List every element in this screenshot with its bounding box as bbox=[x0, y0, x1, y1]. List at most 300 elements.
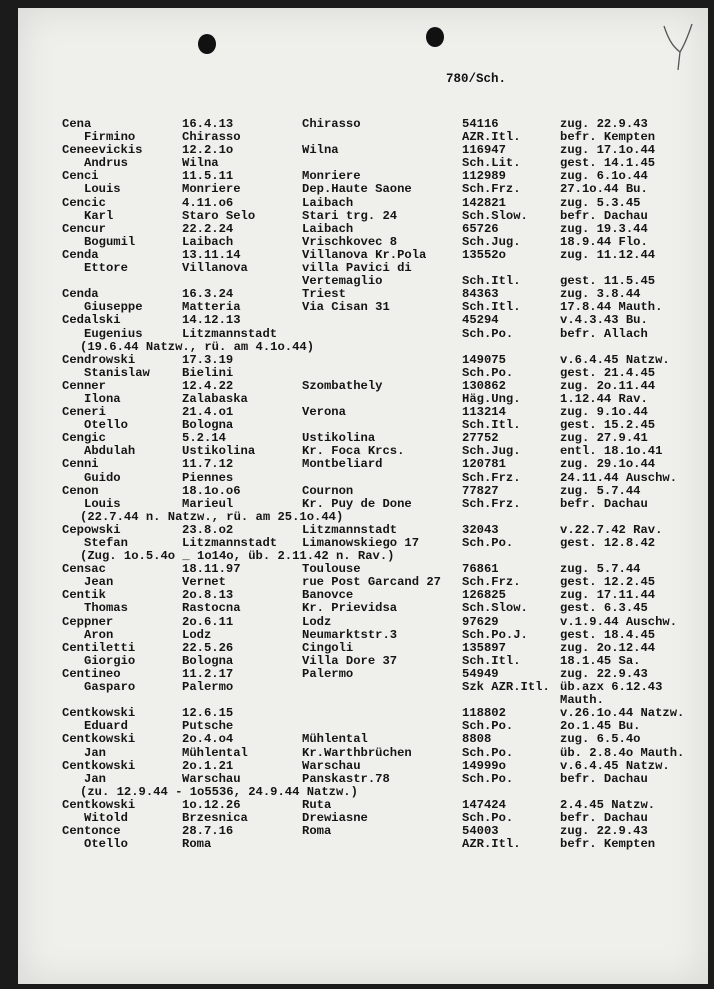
birth-date: 17.3.19 bbox=[182, 352, 234, 367]
surname: Cenni bbox=[62, 457, 99, 472]
forename: Eugenius bbox=[84, 326, 143, 341]
status: üb.azx 6.12.43 bbox=[560, 680, 663, 695]
forename: Aron bbox=[84, 627, 114, 642]
address: Dep.Haute Saone bbox=[302, 182, 412, 197]
address: Drewiasne bbox=[302, 810, 368, 825]
birth-place: Monriere bbox=[182, 182, 241, 197]
prisoner-number: 97629 bbox=[462, 614, 499, 629]
status: gest. 14.1.45 bbox=[560, 156, 656, 171]
status: Mauth. bbox=[560, 693, 604, 708]
address: Roma bbox=[302, 824, 332, 839]
birth-date: 4.11.o6 bbox=[182, 195, 234, 210]
birth-place: Villanova bbox=[182, 261, 248, 276]
status: zug. 17.11.44 bbox=[560, 588, 656, 603]
note: (Zug. 1o.5.4o _ 1o14o, üb. 2.11.42 n. Rav.) bbox=[80, 549, 395, 564]
prisoner-number: 8808 bbox=[462, 732, 492, 747]
forename: Gasparo bbox=[84, 680, 136, 695]
birth-date: 18.11.97 bbox=[182, 562, 241, 577]
record-entry bbox=[18, 406, 708, 432]
forename: Giuseppe bbox=[84, 300, 143, 315]
address: Villa Dore 37 bbox=[302, 653, 398, 668]
record-entry bbox=[18, 733, 708, 759]
forename: Eduard bbox=[84, 719, 128, 734]
prisoner-number: Sch.Lit. bbox=[462, 156, 521, 171]
forename: Witold bbox=[84, 810, 128, 825]
birth-date: 2o.1.21 bbox=[182, 758, 234, 773]
birth-place: Litzmannstadt bbox=[182, 536, 278, 550]
status: zug. 22.9.43 bbox=[560, 666, 648, 681]
punch-hole bbox=[426, 27, 444, 47]
surname: Cenner bbox=[62, 378, 106, 393]
record-line bbox=[18, 681, 708, 694]
birth-place: Bologna bbox=[182, 653, 234, 668]
prisoner-number: 126825 bbox=[462, 588, 506, 603]
status: zug. 22.9.43 bbox=[560, 824, 648, 839]
forename: Guido bbox=[84, 470, 121, 485]
prisoner-number: Sch.Itl. bbox=[462, 418, 521, 433]
surname: Centkowski bbox=[62, 797, 136, 812]
forename: Giorgio bbox=[84, 653, 136, 668]
surname: Centonce bbox=[62, 824, 121, 839]
status: zug. 11.12.44 bbox=[560, 247, 656, 262]
status: zug. 5.7.44 bbox=[560, 562, 641, 577]
birth-place: Staro Selo bbox=[182, 208, 256, 223]
prisoner-number: 149075 bbox=[462, 352, 506, 367]
status: zug. 6.1o.44 bbox=[560, 169, 648, 184]
birth-place: Wilna bbox=[182, 156, 219, 171]
forename: Firmino bbox=[84, 130, 136, 145]
record-entry bbox=[18, 197, 708, 223]
prisoner-number: 14999o bbox=[462, 758, 506, 773]
status: zug. 27.9.41 bbox=[560, 431, 648, 446]
status: 27.1o.44 Bu. bbox=[560, 182, 648, 197]
address: Palermo bbox=[302, 666, 354, 681]
forename: Ilona bbox=[84, 391, 121, 406]
pen-mark-icon bbox=[658, 22, 698, 72]
address: Stari trg. 24 bbox=[302, 208, 398, 223]
status: v.6.4.45 Natzw. bbox=[560, 352, 670, 367]
record-line bbox=[18, 616, 708, 629]
record-line bbox=[18, 458, 708, 471]
address: Litzmannstadt bbox=[302, 522, 398, 537]
address: Toulouse bbox=[302, 562, 361, 577]
status: zug. 19.3.44 bbox=[560, 221, 648, 236]
forename: Jan bbox=[84, 771, 106, 786]
status: 24.11.44 Auschw. bbox=[560, 470, 678, 485]
status: befr. Dachau bbox=[560, 771, 648, 786]
birth-date: 11.5.11 bbox=[182, 169, 234, 184]
birth-date: 11.2.17 bbox=[182, 666, 234, 681]
prisoner-number: Sch.Jug. bbox=[462, 234, 521, 249]
surname: Cenda bbox=[62, 287, 99, 302]
record-line bbox=[18, 485, 708, 498]
surname: Centiletti bbox=[62, 640, 136, 655]
birth-place: Palermo bbox=[182, 680, 234, 695]
record-line bbox=[18, 354, 708, 367]
record-entry bbox=[18, 144, 708, 170]
address: Laibach bbox=[302, 195, 354, 210]
status: gest. 11.5.45 bbox=[560, 274, 656, 289]
note: (zu. 12.9.44 - 1o5536, 24.9.44 Natzw.) bbox=[80, 784, 358, 799]
record-line bbox=[18, 197, 708, 210]
birth-date: 2o.8.13 bbox=[182, 588, 234, 603]
birth-place: Putsche bbox=[182, 719, 234, 734]
address: Laibach bbox=[302, 221, 354, 236]
status: 18.1.45 Sa. bbox=[560, 653, 641, 668]
prisoner-number: Sch.Po.J. bbox=[462, 627, 528, 642]
surname: Centkowski bbox=[62, 732, 136, 747]
address: Via Cisan 31 bbox=[302, 300, 390, 315]
record-entry bbox=[18, 314, 708, 353]
surname: Cendrowski bbox=[62, 352, 136, 367]
birth-place: Piennes bbox=[182, 470, 234, 485]
birth-date: 13.11.14 bbox=[182, 247, 241, 262]
status: 1.12.44 Rav. bbox=[560, 391, 648, 406]
prisoner-number: Sch.Po. bbox=[462, 326, 514, 341]
document-page bbox=[18, 8, 708, 984]
surname: Centineo bbox=[62, 666, 121, 681]
record-entry bbox=[18, 380, 708, 406]
birth-place: Bielini bbox=[182, 365, 234, 380]
birth-date: 1o.12.26 bbox=[182, 797, 241, 812]
birth-date: 2o.6.11 bbox=[182, 614, 234, 629]
record-entry bbox=[18, 458, 708, 484]
status: v.6.4.45 Natzw. bbox=[560, 758, 670, 773]
status: befr. Allach bbox=[560, 326, 648, 341]
record-entry bbox=[18, 354, 708, 380]
prisoner-number: Szk AZR.Itl. bbox=[462, 680, 550, 695]
birth-place: Laibach bbox=[182, 234, 234, 249]
forename: Bogumil bbox=[84, 234, 136, 249]
birth-place: Mühlental bbox=[182, 745, 248, 760]
prisoner-number: 13552o bbox=[462, 247, 506, 262]
record-line bbox=[18, 380, 708, 393]
record-line bbox=[18, 223, 708, 236]
address: Neumarktstr.3 bbox=[302, 627, 398, 642]
status: gest. 21.4.45 bbox=[560, 365, 656, 380]
status: zug. 22.9.43 bbox=[560, 117, 648, 131]
address: Panskastr.78 bbox=[302, 771, 390, 786]
address: Cingoli bbox=[302, 640, 354, 655]
surname: Centkowski bbox=[62, 706, 136, 721]
surname: Centik bbox=[62, 588, 106, 603]
prisoner-number: Sch.Po. bbox=[462, 365, 514, 380]
status: zug. 6.5.4o bbox=[560, 732, 641, 747]
record-entry bbox=[18, 563, 708, 589]
prisoner-number: Sch.Po. bbox=[462, 719, 514, 734]
forename: Karl bbox=[84, 208, 114, 223]
prisoner-number: 32043 bbox=[462, 522, 499, 537]
record-entry bbox=[18, 432, 708, 458]
status: gest. 12.8.42 bbox=[560, 536, 656, 550]
record-line bbox=[18, 773, 708, 786]
birth-date: 11.7.12 bbox=[182, 457, 234, 472]
prisoner-number: 76861 bbox=[462, 562, 499, 577]
prisoner-number: Sch.Po. bbox=[462, 771, 514, 786]
status: zug. 5.7.44 bbox=[560, 483, 641, 498]
status: 2.4.45 Natzw. bbox=[560, 797, 656, 812]
record-line bbox=[18, 747, 708, 760]
prisoner-number: Sch.Frz. bbox=[462, 575, 521, 590]
record-entry bbox=[18, 589, 708, 615]
record-line bbox=[18, 314, 708, 327]
prisoner-number: Sch.Itl. bbox=[462, 274, 521, 289]
address: Kr. Prievidsa bbox=[302, 601, 398, 616]
address: Mühlental bbox=[302, 732, 368, 747]
address: rue Post Garcand 27 bbox=[302, 575, 441, 590]
forename: Stefan bbox=[84, 536, 128, 550]
prisoner-number: 27752 bbox=[462, 431, 499, 446]
forename: Thomas bbox=[84, 601, 128, 616]
prisoner-number: Sch.Jug. bbox=[462, 444, 521, 459]
prisoner-number: 113214 bbox=[462, 405, 506, 420]
forename: Stanislaw bbox=[84, 365, 150, 380]
birth-place: Warschau bbox=[182, 771, 241, 786]
forename: Andrus bbox=[84, 156, 128, 171]
status: zug. 2o.12.44 bbox=[560, 640, 656, 655]
status: 2o.1.45 Bu. bbox=[560, 719, 641, 734]
prisoner-number: 77827 bbox=[462, 483, 499, 498]
surname: Cenci bbox=[62, 169, 99, 184]
address: Chirasso bbox=[302, 117, 361, 131]
document-reference: 780/Sch. bbox=[446, 72, 507, 86]
record-line bbox=[18, 786, 708, 799]
surname: Ceneevickis bbox=[62, 143, 143, 158]
address: Vertemaglio bbox=[302, 274, 383, 289]
prisoner-number: 84363 bbox=[462, 287, 499, 302]
record-entry bbox=[18, 760, 708, 799]
record-line bbox=[18, 629, 708, 642]
record-entry bbox=[18, 249, 708, 288]
forename: Louis bbox=[84, 496, 121, 511]
forename: Ettore bbox=[84, 261, 128, 276]
status: v.22.7.42 Rav. bbox=[560, 522, 663, 537]
record-line bbox=[18, 472, 708, 485]
record-line bbox=[18, 511, 708, 524]
status: zug. 5.3.45 bbox=[560, 195, 641, 210]
record-entry bbox=[18, 616, 708, 642]
status: 17.8.44 Mauth. bbox=[560, 300, 663, 315]
prisoner-number: Häg.Ung. bbox=[462, 391, 521, 406]
birth-date: 22.2.24 bbox=[182, 221, 234, 236]
prisoner-number: Sch.Frz. bbox=[462, 470, 521, 485]
punch-hole bbox=[198, 34, 216, 54]
surname: Cenda bbox=[62, 247, 99, 262]
status: zug. 2o.11.44 bbox=[560, 378, 656, 393]
record-line bbox=[18, 642, 708, 655]
record-line bbox=[18, 183, 708, 196]
status: gest. 12.2.45 bbox=[560, 575, 656, 590]
birth-place: Vernet bbox=[182, 575, 226, 590]
record-line bbox=[18, 236, 708, 249]
prisoner-number: 54949 bbox=[462, 666, 499, 681]
birth-date: 12.2.1o bbox=[182, 143, 234, 158]
surname: Ceneri bbox=[62, 405, 106, 420]
prisoner-number: AZR.Itl. bbox=[462, 130, 521, 145]
status: befr. Dachau bbox=[560, 208, 648, 223]
record-entry bbox=[18, 288, 708, 314]
surname: Centkowski bbox=[62, 758, 136, 773]
status: gest. 6.3.45 bbox=[560, 601, 648, 616]
birth-date: 23.8.o2 bbox=[182, 522, 234, 537]
address: Cournon bbox=[302, 483, 354, 498]
record-entry bbox=[18, 642, 708, 668]
record-line bbox=[18, 602, 708, 615]
prisoner-number: Sch.Itl. bbox=[462, 300, 521, 315]
address: Warschau bbox=[302, 758, 361, 773]
record-line bbox=[18, 328, 708, 341]
status: befr. Dachau bbox=[560, 810, 648, 825]
record-line bbox=[18, 799, 708, 812]
address: Triest bbox=[302, 287, 346, 302]
surname: Cencur bbox=[62, 221, 106, 236]
status: gest. 18.4.45 bbox=[560, 627, 656, 642]
birth-place: Zalabaska bbox=[182, 391, 248, 406]
address: Verona bbox=[302, 405, 346, 420]
forename: Jean bbox=[84, 575, 114, 590]
surname: Cenon bbox=[62, 483, 99, 498]
record-entry bbox=[18, 223, 708, 249]
record-line bbox=[18, 838, 708, 851]
birth-date: 22.5.26 bbox=[182, 640, 234, 655]
birth-place: Litzmannstadt bbox=[182, 326, 278, 341]
address: Lodz bbox=[302, 614, 332, 629]
prisoner-number: Sch.Itl. bbox=[462, 653, 521, 668]
prisoner-number: Sch.Po. bbox=[462, 810, 514, 825]
status: zug. 9.1o.44 bbox=[560, 405, 648, 420]
prisoner-number: 130862 bbox=[462, 378, 506, 393]
status: befr. Kempten bbox=[560, 130, 656, 145]
birth-date: 5.2.14 bbox=[182, 431, 226, 446]
forename: Jan bbox=[84, 745, 106, 760]
prisoner-number: 54116 bbox=[462, 117, 499, 131]
birth-date: 12.6.15 bbox=[182, 706, 234, 721]
surname: Cepowski bbox=[62, 522, 121, 537]
address: Kr. Foca Krcs. bbox=[302, 444, 405, 459]
status: zug. 17.1o.44 bbox=[560, 143, 656, 158]
prisoner-number: Sch.Po. bbox=[462, 536, 514, 550]
surname: Cena bbox=[62, 117, 92, 131]
status: 18.9.44 Flo. bbox=[560, 234, 648, 249]
prisoner-number: 45294 bbox=[462, 313, 499, 328]
prisoner-number: Sch.Slow. bbox=[462, 601, 528, 616]
status: entl. 18.1o.41 bbox=[560, 444, 663, 459]
forename: Otello bbox=[84, 837, 128, 852]
birth-date: 21.4.o1 bbox=[182, 405, 234, 420]
prisoner-number: AZR.Itl. bbox=[462, 837, 521, 852]
prisoner-number: 147424 bbox=[462, 797, 506, 812]
address: Kr. Puy de Done bbox=[302, 496, 412, 511]
prisoner-number: Sch.Frz. bbox=[462, 182, 521, 197]
surname: Ceppner bbox=[62, 614, 114, 629]
address: Montbeliard bbox=[302, 457, 383, 472]
birth-place: Lodz bbox=[182, 627, 212, 642]
surname: Cedalski bbox=[62, 313, 121, 328]
birth-place: Matteria bbox=[182, 300, 241, 315]
birth-date: 12.4.22 bbox=[182, 378, 234, 393]
birth-place: Brzesnica bbox=[182, 810, 248, 825]
record-entry bbox=[18, 485, 708, 524]
status: befr. Dachau bbox=[560, 496, 648, 511]
prisoner-number: 54003 bbox=[462, 824, 499, 839]
record-line bbox=[18, 498, 708, 511]
surname: Censac bbox=[62, 562, 106, 577]
birth-place: Ustikolina bbox=[182, 444, 256, 459]
status: zug. 3.8.44 bbox=[560, 287, 641, 302]
record-line bbox=[18, 341, 708, 354]
prisoner-number: 120781 bbox=[462, 457, 506, 472]
birth-date: 14.12.13 bbox=[182, 313, 241, 328]
birth-date: 18.1o.o6 bbox=[182, 483, 241, 498]
birth-place: Marieul bbox=[182, 496, 234, 511]
prisoner-number: 112989 bbox=[462, 169, 506, 184]
forename: Abdulah bbox=[84, 444, 136, 459]
prisoner-number: Sch.Frz. bbox=[462, 496, 521, 511]
prisoner-number: 118802 bbox=[462, 706, 506, 721]
birth-date: 16.3.24 bbox=[182, 287, 234, 302]
record-entry bbox=[18, 118, 708, 144]
address: Kr.Warthbrüchen bbox=[302, 745, 412, 760]
record-list bbox=[18, 118, 708, 851]
forename: Otello bbox=[84, 418, 128, 433]
birth-place: Roma bbox=[182, 837, 212, 852]
birth-date: 2o.4.o4 bbox=[182, 732, 234, 747]
note: (19.6.44 Natzw., rü. am 4.1o.44) bbox=[80, 339, 315, 354]
address: Wilna bbox=[302, 143, 339, 158]
status: v.1.9.44 Auschw. bbox=[560, 614, 678, 629]
address: Ustikolina bbox=[302, 431, 376, 446]
birth-date: 28.7.16 bbox=[182, 824, 234, 839]
record-line bbox=[18, 733, 708, 746]
surname: Cengic bbox=[62, 431, 106, 446]
status: zug. 29.1o.44 bbox=[560, 457, 656, 472]
prisoner-number: 116947 bbox=[462, 143, 506, 158]
forename: Louis bbox=[84, 182, 121, 197]
record-entry bbox=[18, 825, 708, 851]
birth-date: 16.4.13 bbox=[182, 117, 234, 131]
record-line bbox=[18, 210, 708, 223]
address: villa Pavici di bbox=[302, 261, 412, 276]
birth-place: Rastocna bbox=[182, 601, 241, 616]
address: Limanowskiego 17 bbox=[302, 536, 420, 550]
record-entry bbox=[18, 799, 708, 825]
prisoner-number: 65726 bbox=[462, 221, 499, 236]
address: Monriere bbox=[302, 169, 361, 184]
prisoner-number: 135897 bbox=[462, 640, 506, 655]
status: üb. 2.8.4o Mauth. bbox=[560, 745, 685, 760]
record-entry bbox=[18, 170, 708, 196]
status: v.26.1o.44 Natzw. bbox=[560, 706, 685, 721]
status: v.4.3.43 Bu. bbox=[560, 313, 648, 328]
record-line bbox=[18, 760, 708, 773]
prisoner-number: 142821 bbox=[462, 195, 506, 210]
record-line bbox=[18, 367, 708, 380]
address: Ruta bbox=[302, 797, 332, 812]
birth-place: Chirasso bbox=[182, 130, 241, 145]
birth-place: Bologna bbox=[182, 418, 234, 433]
status: befr. Kempten bbox=[560, 837, 656, 852]
address: Szombathely bbox=[302, 378, 383, 393]
record-entry bbox=[18, 524, 708, 563]
note: (22.7.44 n. Natzw., rü. am 25.1o.44) bbox=[80, 509, 344, 524]
prisoner-number: Sch.Po. bbox=[462, 745, 514, 760]
record-line bbox=[18, 655, 708, 668]
record-entry bbox=[18, 707, 708, 733]
address: Vrischkovec 8 bbox=[302, 234, 398, 249]
address: Banovce bbox=[302, 588, 354, 603]
address: Villanova Kr.Pola bbox=[302, 247, 427, 262]
status: gest. 15.2.45 bbox=[560, 418, 656, 433]
